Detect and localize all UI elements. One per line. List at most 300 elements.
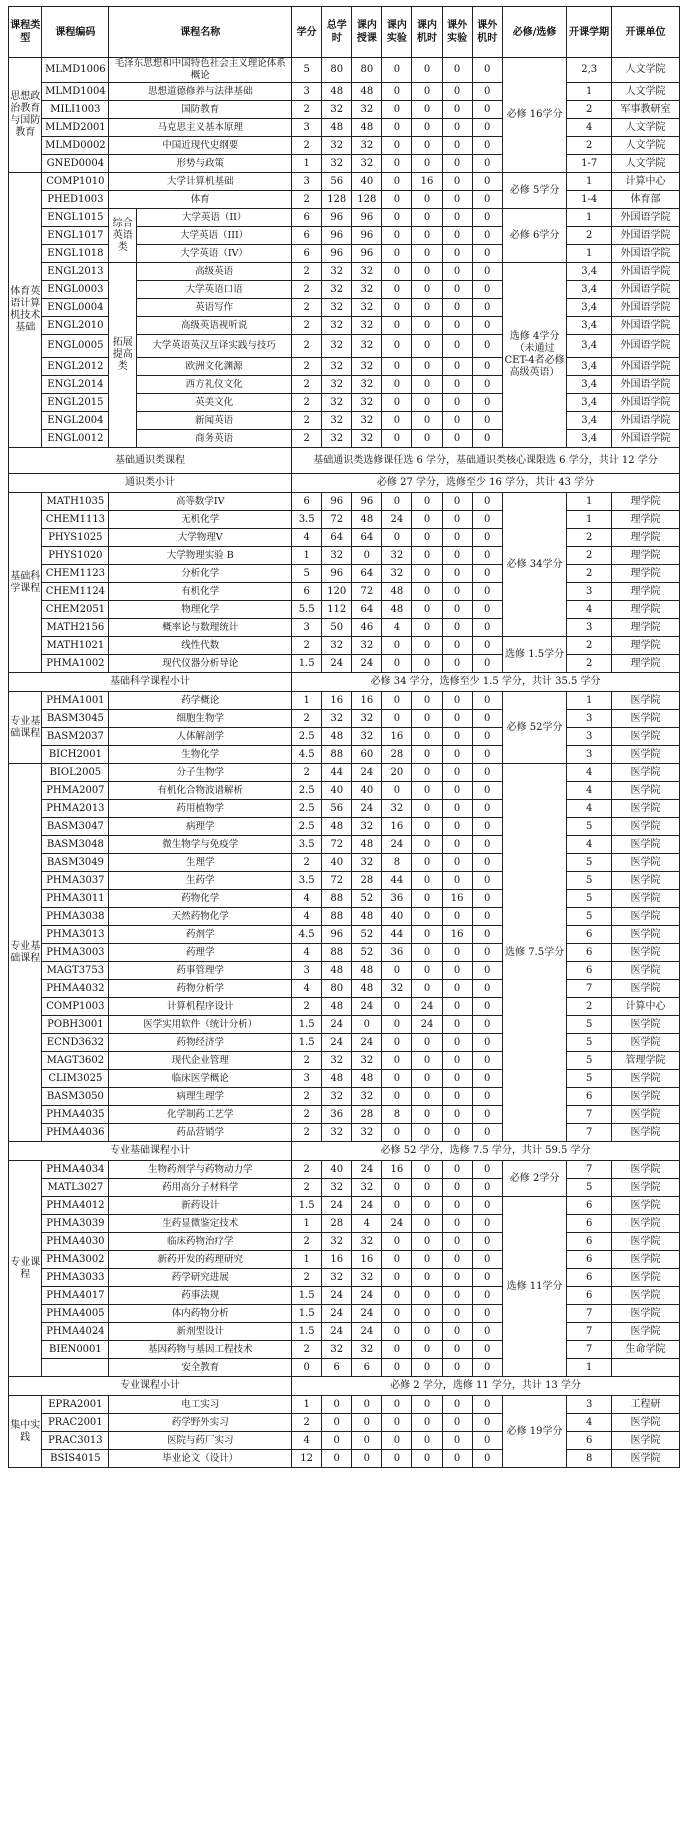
course-t: 32 [322, 263, 352, 281]
table-row [9, 119, 680, 137]
course-unit: 医学院 [611, 1323, 679, 1341]
course-t: 96 [322, 565, 352, 583]
course-name: 线性代数 [109, 637, 292, 655]
course-c: 2 [292, 1088, 322, 1106]
course-l: 32 [352, 155, 382, 173]
course-el: 0 [442, 299, 472, 317]
course-unit: 外国语学院 [611, 335, 679, 358]
course-l: 28 [352, 1106, 382, 1124]
requirement-note: 选修 7.5学分 [502, 764, 567, 1142]
course-t: 72 [322, 872, 352, 890]
header-name: 课程名称 [109, 7, 292, 58]
course-el: 0 [442, 637, 472, 655]
course-m: 0 [412, 209, 442, 227]
course-name: 微生物学与免疫学 [109, 836, 292, 854]
course-unit: 理学院 [611, 547, 679, 565]
course-el: 0 [442, 1070, 472, 1088]
course-el: 0 [442, 376, 472, 394]
course-name: 人体解剖学 [109, 728, 292, 746]
course-el: 0 [442, 1161, 472, 1179]
course-l: 0 [352, 1432, 382, 1450]
table-row [9, 263, 680, 281]
course-unit: 理学院 [611, 655, 679, 673]
course-l: 24 [352, 1161, 382, 1179]
course-code: PHMA4034 [42, 1161, 109, 1179]
course-l: 40 [352, 782, 382, 800]
course-t: 32 [322, 376, 352, 394]
header-credits: 学分 [292, 7, 322, 58]
course-l: 48 [352, 511, 382, 529]
course-em: 0 [472, 119, 502, 137]
course-c: 4 [292, 908, 322, 926]
requirement-note: 必修 16学分 [502, 58, 567, 173]
course-em: 0 [472, 191, 502, 209]
course-unit: 医学院 [611, 728, 679, 746]
course-lab: 0 [382, 376, 412, 394]
course-em: 0 [472, 394, 502, 412]
course-el: 0 [442, 1432, 472, 1450]
course-term: 3 [567, 746, 612, 764]
course-name: 医学实用软件（统计分析） [109, 1016, 292, 1034]
course-term: 4 [567, 119, 612, 137]
course-name: 体育 [109, 191, 292, 209]
course-unit: 生命学院 [611, 1341, 679, 1359]
course-c: 5 [292, 58, 322, 83]
course-lab: 16 [382, 728, 412, 746]
course-l: 32 [352, 710, 382, 728]
course-name: 新药开发的药理研究 [109, 1251, 292, 1269]
course-term: 6 [567, 1197, 612, 1215]
course-em: 0 [472, 1034, 502, 1052]
course-c: 2.5 [292, 818, 322, 836]
course-c: 2 [292, 998, 322, 1016]
course-lab: 32 [382, 547, 412, 565]
course-name: 医院与药厂实习 [109, 1432, 292, 1450]
course-l: 32 [352, 412, 382, 430]
table-row [9, 655, 680, 673]
course-term: 4 [567, 601, 612, 619]
course-lab: 0 [382, 1396, 412, 1414]
course-term: 5 [567, 890, 612, 908]
course-c: 4 [292, 1432, 322, 1450]
course-m: 0 [412, 1070, 442, 1088]
course-m: 0 [412, 692, 442, 710]
course-l: 96 [352, 493, 382, 511]
course-m: 24 [412, 998, 442, 1016]
course-lab: 32 [382, 800, 412, 818]
course-lab: 0 [382, 394, 412, 412]
table-row [9, 1215, 680, 1233]
course-name: 电工实习 [109, 1396, 292, 1414]
course-name: 药学野外实习 [109, 1414, 292, 1432]
course-code: MLMD1006 [42, 58, 109, 83]
table-row [9, 1269, 680, 1287]
course-name: 商务英语 [137, 430, 292, 448]
course-em: 0 [472, 358, 502, 376]
course-lab: 0 [382, 1341, 412, 1359]
course-name: 药剂学 [109, 926, 292, 944]
course-c: 2 [292, 137, 322, 155]
course-unit: 医学院 [611, 1432, 679, 1450]
course-c: 2 [292, 1414, 322, 1432]
course-el: 0 [442, 394, 472, 412]
course-t: 32 [322, 412, 352, 430]
course-name: 天然药物化学 [109, 908, 292, 926]
course-em: 0 [472, 836, 502, 854]
header-code: 课程编码 [42, 7, 109, 58]
course-em: 0 [472, 854, 502, 872]
summary-label: 专业课程小计 [9, 1377, 292, 1396]
course-code: BASM3050 [42, 1088, 109, 1106]
course-name: 马克思主义基本原理 [109, 119, 292, 137]
table-row [9, 83, 680, 101]
course-t: 44 [322, 764, 352, 782]
course-em: 0 [472, 908, 502, 926]
course-m: 0 [412, 1305, 442, 1323]
course-l: 0 [352, 1414, 382, 1432]
course-el: 0 [442, 1323, 472, 1341]
course-term: 5 [567, 872, 612, 890]
course-m: 0 [412, 890, 442, 908]
course-code: ENGL0012 [42, 430, 109, 448]
course-name: 国防教育 [109, 101, 292, 119]
course-lab: 32 [382, 980, 412, 998]
course-l: 96 [352, 209, 382, 227]
course-c: 2 [292, 191, 322, 209]
course-term: 1 [567, 83, 612, 101]
course-lab: 16 [382, 1161, 412, 1179]
header-machine: 课内机时 [412, 7, 442, 58]
course-code: PHYS1020 [42, 547, 109, 565]
course-t: 16 [322, 1251, 352, 1269]
course-t: 80 [322, 980, 352, 998]
course-l: 32 [352, 1179, 382, 1197]
course-l: 64 [352, 529, 382, 547]
course-t: 32 [322, 137, 352, 155]
table-row [9, 1197, 680, 1215]
table-row [9, 1359, 680, 1377]
table-row [9, 209, 680, 227]
curriculum-table [8, 6, 680, 1468]
course-m: 0 [412, 1450, 442, 1468]
course-c: 6 [292, 209, 322, 227]
course-term: 5 [567, 1034, 612, 1052]
course-m: 0 [412, 430, 442, 448]
course-unit: 外国语学院 [611, 430, 679, 448]
course-name: 大学英语（IV） [137, 245, 292, 263]
course-c: 2.5 [292, 782, 322, 800]
course-name: 大学计算机基础 [109, 173, 292, 191]
course-m: 0 [412, 1233, 442, 1251]
course-name: 临床医学概论 [109, 1070, 292, 1088]
course-em: 0 [472, 980, 502, 998]
table-row [9, 1106, 680, 1124]
course-t: 24 [322, 1323, 352, 1341]
table-row [9, 1016, 680, 1034]
course-term: 1-7 [567, 155, 612, 173]
course-t: 50 [322, 619, 352, 637]
course-el: 0 [442, 944, 472, 962]
course-lab: 44 [382, 926, 412, 944]
course-lab: 24 [382, 511, 412, 529]
course-m: 0 [412, 764, 442, 782]
course-em: 0 [472, 493, 502, 511]
course-c: 2 [292, 637, 322, 655]
course-term: 7 [567, 1305, 612, 1323]
course-name: 有机化合物波谱解析 [109, 782, 292, 800]
course-l: 80 [352, 58, 382, 83]
course-em: 0 [472, 1124, 502, 1142]
course-name: 生药学 [109, 872, 292, 890]
course-name: 大学英语（II） [137, 209, 292, 227]
course-type-cell: 体育英语计算机技术基础 [9, 173, 42, 448]
course-m: 0 [412, 1088, 442, 1106]
course-unit: 医学院 [611, 1450, 679, 1468]
course-c: 2.5 [292, 728, 322, 746]
course-t: 32 [322, 317, 352, 335]
course-unit: 理学院 [611, 529, 679, 547]
course-t: 32 [322, 394, 352, 412]
course-code: PHMA2013 [42, 800, 109, 818]
course-lab: 0 [382, 529, 412, 547]
course-unit: 医学院 [611, 872, 679, 890]
course-unit: 医学院 [611, 854, 679, 872]
course-m: 0 [412, 818, 442, 836]
course-c: 2 [292, 1179, 322, 1197]
course-m: 0 [412, 710, 442, 728]
course-code: MAGT3602 [42, 1052, 109, 1070]
course-term: 1 [567, 511, 612, 529]
course-c: 1.5 [292, 1197, 322, 1215]
course-el: 0 [442, 529, 472, 547]
course-t: 56 [322, 800, 352, 818]
course-m: 0 [412, 1341, 442, 1359]
course-name: 英美文化 [137, 394, 292, 412]
course-lab: 0 [382, 1450, 412, 1468]
course-lab: 0 [382, 119, 412, 137]
course-l: 28 [352, 872, 382, 890]
table-row [9, 980, 680, 998]
course-l: 24 [352, 800, 382, 818]
course-lab: 48 [382, 601, 412, 619]
course-unit: 医学院 [611, 1034, 679, 1052]
course-name: 安全教育 [109, 1359, 292, 1377]
course-el: 0 [442, 1269, 472, 1287]
course-t: 96 [322, 209, 352, 227]
summary-text: 必修 2 学分，选修 11 学分，共计 13 学分 [292, 1377, 680, 1396]
course-name: 化学制药工艺学 [109, 1106, 292, 1124]
course-l: 16 [352, 692, 382, 710]
course-code: COMP1003 [42, 998, 109, 1016]
course-name: 药物经济学 [109, 1034, 292, 1052]
course-c: 6 [292, 245, 322, 263]
course-t: 16 [322, 692, 352, 710]
course-code: POBH3001 [42, 1016, 109, 1034]
course-el: 0 [442, 746, 472, 764]
course-m: 0 [412, 1161, 442, 1179]
course-em: 0 [472, 926, 502, 944]
course-name: 药品营销学 [109, 1124, 292, 1142]
course-term: 3 [567, 728, 612, 746]
course-c: 0 [292, 1359, 322, 1377]
table-row [9, 1396, 680, 1414]
course-l: 128 [352, 191, 382, 209]
course-term: 2 [567, 637, 612, 655]
course-el: 0 [442, 83, 472, 101]
course-term: 5 [567, 1052, 612, 1070]
course-t: 32 [322, 1269, 352, 1287]
course-l: 32 [352, 137, 382, 155]
course-em: 0 [472, 710, 502, 728]
course-m: 0 [412, 1323, 442, 1341]
course-term: 8 [567, 1450, 612, 1468]
summary-label: 通识类小计 [9, 474, 292, 493]
course-term: 6 [567, 962, 612, 980]
course-type-cell: 专业课程 [9, 1161, 42, 1377]
course-el: 0 [442, 1396, 472, 1414]
table-row [9, 836, 680, 854]
course-term: 2 [567, 529, 612, 547]
course-c: 2 [292, 1106, 322, 1124]
course-unit: 医学院 [611, 926, 679, 944]
table-row [9, 1034, 680, 1052]
course-lab: 0 [382, 782, 412, 800]
course-l: 32 [352, 1269, 382, 1287]
course-l: 32 [352, 281, 382, 299]
course-m: 0 [412, 637, 442, 655]
course-name: 药用植物学 [109, 800, 292, 818]
course-code: MILI1003 [42, 101, 109, 119]
course-m: 0 [412, 299, 442, 317]
course-t: 88 [322, 890, 352, 908]
course-el: 0 [442, 962, 472, 980]
course-subgroup: 综合英语类 [109, 209, 137, 263]
course-t: 96 [322, 245, 352, 263]
course-em: 0 [472, 227, 502, 245]
course-code: COMP1010 [42, 173, 109, 191]
course-t: 88 [322, 908, 352, 926]
course-code: PHMA4030 [42, 1233, 109, 1251]
course-l: 32 [352, 317, 382, 335]
course-el: 0 [442, 119, 472, 137]
course-m: 0 [412, 281, 442, 299]
course-el: 0 [442, 191, 472, 209]
course-name: 欧洲文化渊源 [137, 358, 292, 376]
course-em: 0 [472, 1233, 502, 1251]
table-row [9, 1432, 680, 1450]
course-el: 0 [442, 998, 472, 1016]
course-code: ENGL0004 [42, 299, 109, 317]
course-unit: 理学院 [611, 619, 679, 637]
course-em: 0 [472, 655, 502, 673]
course-em: 0 [472, 173, 502, 191]
summary-row [9, 474, 680, 493]
course-em: 0 [472, 101, 502, 119]
course-el: 0 [442, 137, 472, 155]
course-el: 0 [442, 980, 472, 998]
table-row [9, 1070, 680, 1088]
course-t: 48 [322, 728, 352, 746]
course-term: 6 [567, 926, 612, 944]
course-unit: 人文学院 [611, 83, 679, 101]
table-row [9, 1450, 680, 1468]
course-el: 0 [442, 1052, 472, 1070]
course-em: 0 [472, 800, 502, 818]
summary-row [9, 673, 680, 692]
course-unit: 医学院 [611, 782, 679, 800]
course-em: 0 [472, 872, 502, 890]
course-term: 4 [567, 1414, 612, 1432]
course-c: 2.5 [292, 800, 322, 818]
course-unit: 医学院 [611, 1233, 679, 1251]
course-em: 0 [472, 1305, 502, 1323]
course-c: 3 [292, 83, 322, 101]
requirement-note: 必修 34学分 [502, 493, 567, 637]
table-row [9, 601, 680, 619]
course-term: 1 [567, 692, 612, 710]
table-body [9, 7, 680, 1468]
course-el: 0 [442, 728, 472, 746]
course-unit [611, 1359, 679, 1377]
course-el: 16 [442, 926, 472, 944]
table-row [9, 547, 680, 565]
course-term: 6 [567, 1287, 612, 1305]
course-c: 4.5 [292, 746, 322, 764]
course-unit: 医学院 [611, 1070, 679, 1088]
table-row [9, 692, 680, 710]
course-em: 0 [472, 1396, 502, 1414]
course-m: 0 [412, 83, 442, 101]
header-required: 必修/选修 [502, 7, 567, 58]
course-l: 48 [352, 83, 382, 101]
course-unit: 外国语学院 [611, 209, 679, 227]
course-term: 1 [567, 245, 612, 263]
course-lab: 0 [382, 655, 412, 673]
course-l: 32 [352, 101, 382, 119]
table-row [9, 1161, 680, 1179]
course-term: 3,4 [567, 263, 612, 281]
course-type-cell: 思想政治教育与国防教育 [9, 58, 42, 173]
course-unit: 人文学院 [611, 137, 679, 155]
course-el: 0 [442, 493, 472, 511]
course-t: 24 [322, 1034, 352, 1052]
course-t: 32 [322, 1088, 352, 1106]
course-l: 32 [352, 430, 382, 448]
course-unit: 外国语学院 [611, 263, 679, 281]
course-t: 80 [322, 58, 352, 83]
course-code: ENGL1018 [42, 245, 109, 263]
course-term: 2 [567, 655, 612, 673]
course-term: 7 [567, 1323, 612, 1341]
course-term: 7 [567, 1124, 612, 1142]
requirement-note: 必修 6学分 [502, 209, 567, 263]
course-el: 0 [442, 1414, 472, 1432]
table-row [9, 890, 680, 908]
course-name: 现代仪器分析导论 [109, 655, 292, 673]
course-code: BASM3045 [42, 710, 109, 728]
course-c: 1.5 [292, 1016, 322, 1034]
course-t: 32 [322, 1179, 352, 1197]
course-em: 0 [472, 1269, 502, 1287]
course-term: 6 [567, 1215, 612, 1233]
course-name: 分子生物学 [109, 764, 292, 782]
course-t: 28 [322, 1215, 352, 1233]
course-name: 大学英语（III） [137, 227, 292, 245]
course-code: BASM3048 [42, 836, 109, 854]
course-term: 3,4 [567, 317, 612, 335]
course-l: 24 [352, 998, 382, 1016]
course-lab: 0 [382, 209, 412, 227]
